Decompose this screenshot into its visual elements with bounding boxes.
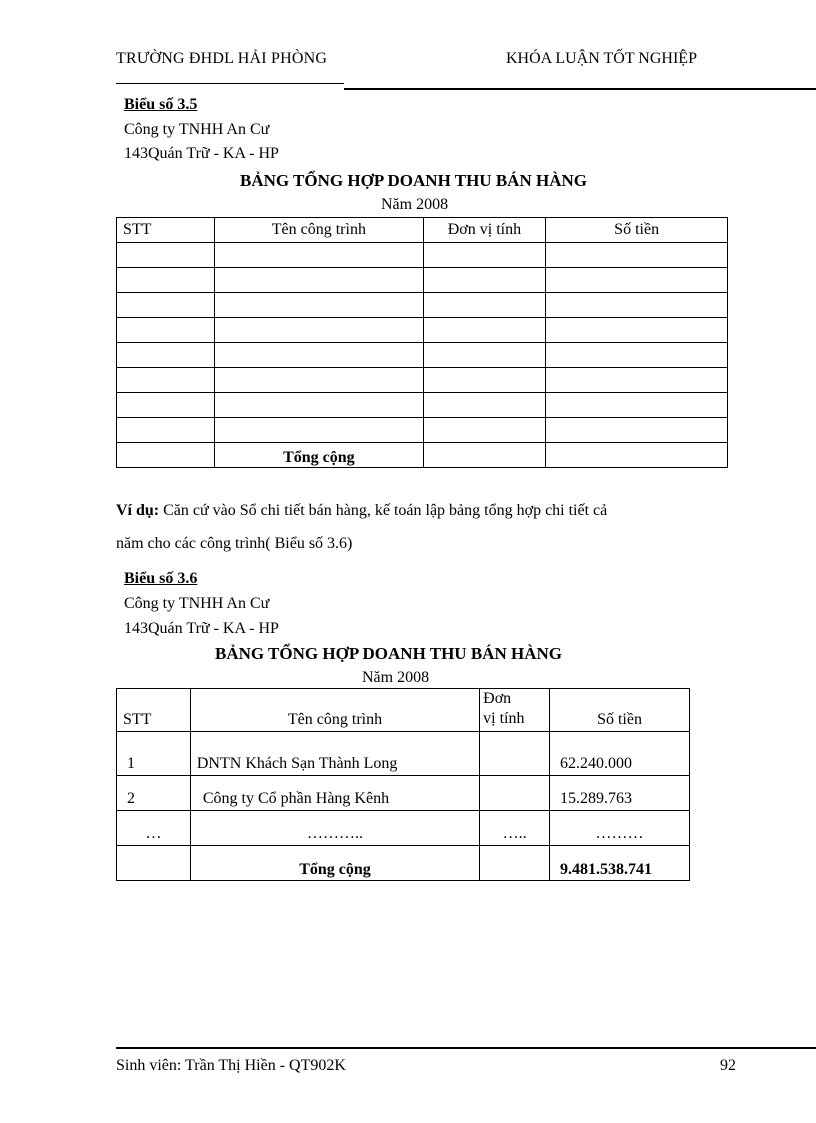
example-text-1: Căn cứ vào Sổ chi tiết bán hàng, kế toán lập bảng tổng hợp chi tiết cả bbox=[159, 502, 608, 519]
table-row bbox=[117, 268, 728, 293]
example-lead: Ví dụ: bbox=[116, 502, 160, 519]
form2-year: Năm 2008 bbox=[362, 669, 430, 686]
table-total-row bbox=[117, 846, 690, 881]
form1-title: BẢNG TỔNG HỢP DOANH THU BÁN HÀNG bbox=[240, 171, 587, 190]
page-number: 92 bbox=[720, 1057, 736, 1074]
row-unit: ….. bbox=[480, 811, 550, 846]
row-stt: … bbox=[117, 811, 191, 846]
table-row bbox=[117, 776, 690, 811]
table-header-row bbox=[117, 218, 728, 243]
row-name: DNTN Khách Sạn Thành Long bbox=[190, 732, 479, 776]
row-unit bbox=[480, 732, 550, 776]
row-amount: ……… bbox=[550, 811, 690, 846]
form2-address: 143Quán Trữ - KA - HP bbox=[124, 620, 279, 637]
form2-title: BẢNG TỔNG HỢP DOANH THU BÁN HÀNG bbox=[215, 644, 562, 663]
form1-total-label: Tổng cộng bbox=[215, 443, 424, 468]
header-school: TRƯỜNG ĐHDL HẢI PHÒNG bbox=[116, 50, 328, 67]
header-rule-left bbox=[116, 83, 344, 84]
col-stt: STT bbox=[117, 689, 191, 732]
row-stt: 2 bbox=[117, 776, 191, 811]
table-row bbox=[117, 418, 728, 443]
table-row bbox=[117, 293, 728, 318]
table-row bbox=[117, 393, 728, 418]
col-stt: STT bbox=[117, 218, 215, 243]
table-header-row bbox=[117, 689, 690, 732]
form2-total-label: Tổng cộng bbox=[190, 846, 479, 881]
col-name: Tên công trình bbox=[190, 689, 479, 732]
col-name: Tên công trình bbox=[215, 218, 424, 243]
form1-table bbox=[116, 217, 728, 468]
example-line-1 bbox=[116, 502, 607, 520]
table-row bbox=[117, 732, 690, 776]
header-rule-right bbox=[344, 88, 816, 90]
col-unit-line-1: Đơn bbox=[483, 690, 512, 707]
table-row bbox=[117, 243, 728, 268]
col-unit bbox=[480, 689, 550, 732]
form2-company: Công ty TNHH An Cư bbox=[124, 595, 270, 612]
row-unit bbox=[480, 776, 550, 811]
header-thesis: KHÓA LUẬN TỐT NGHIỆP bbox=[506, 50, 697, 67]
row-name: ……….. bbox=[190, 811, 479, 846]
form1-label: Biểu số 3.5 bbox=[124, 96, 198, 113]
row-name: Công ty Cổ phần Hàng Kênh bbox=[190, 776, 479, 811]
form1-company: Công ty TNHH An Cư bbox=[124, 121, 270, 138]
col-unit-line-2: vị tính bbox=[483, 710, 525, 727]
row-amount: 15.289.763 bbox=[550, 776, 690, 811]
footer-rule bbox=[116, 1047, 816, 1049]
row-stt: 1 bbox=[117, 732, 191, 776]
col-amount: Số tiền bbox=[546, 218, 728, 243]
example-line-2: năm cho các công trình( Biểu số 3.6) bbox=[116, 535, 353, 552]
form2-total-amount: 9.481.538.741 bbox=[550, 846, 690, 881]
footer-student: Sinh viên: Trần Thị Hiền - QT902K bbox=[116, 1057, 346, 1074]
table-row bbox=[117, 811, 690, 846]
form1-address: 143Quán Trữ - KA - HP bbox=[124, 145, 279, 162]
col-unit: Đơn vị tính bbox=[423, 218, 546, 243]
form2-label: Biểu số 3.6 bbox=[124, 570, 198, 587]
col-amount: Số tiền bbox=[550, 689, 690, 732]
table-row bbox=[117, 368, 728, 393]
table-total-row bbox=[117, 443, 728, 468]
table-row bbox=[117, 318, 728, 343]
form1-year: Năm 2008 bbox=[381, 196, 449, 213]
row-amount: 62.240.000 bbox=[550, 732, 690, 776]
form2-table bbox=[116, 688, 690, 881]
table-row bbox=[117, 343, 728, 368]
